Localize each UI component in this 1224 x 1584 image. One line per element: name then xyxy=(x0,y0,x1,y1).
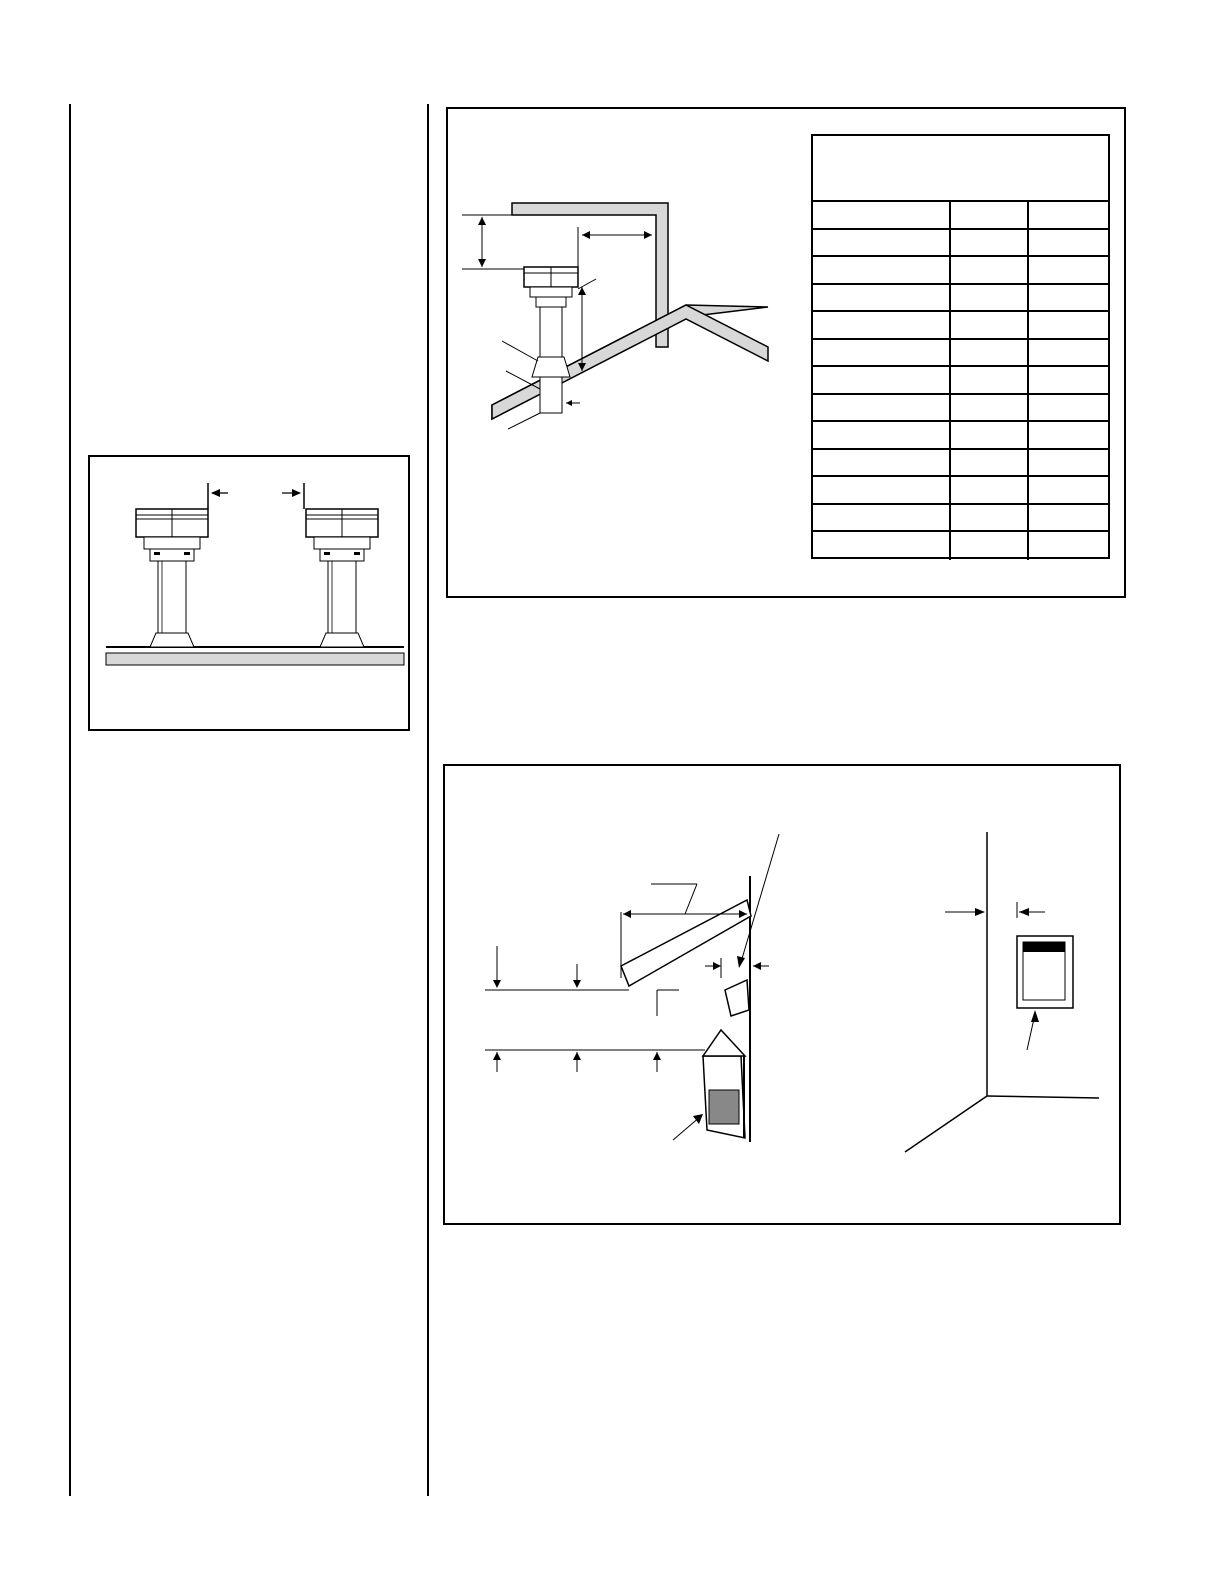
table-row xyxy=(813,257,1108,285)
wall-clearance-drawing xyxy=(445,766,1123,1227)
table-row xyxy=(813,312,1108,340)
table-row xyxy=(813,450,1108,478)
wall-clearance-figure xyxy=(443,764,1121,1225)
column-divider-rule xyxy=(427,104,429,1496)
table-row xyxy=(813,505,1108,533)
table-header-cell xyxy=(951,202,1029,228)
vent-spacing-drawing xyxy=(90,457,412,733)
table-row xyxy=(813,230,1108,258)
table-header-cell xyxy=(1029,202,1108,228)
table-row xyxy=(813,340,1108,368)
clearance-table-header xyxy=(813,136,1108,202)
table-header-cell xyxy=(813,202,951,228)
table-row xyxy=(813,285,1108,313)
vent-cap-left xyxy=(136,509,208,647)
table-row xyxy=(813,422,1108,450)
table-row xyxy=(813,395,1108,423)
roof-vent-figure xyxy=(446,107,1126,598)
vent-spacing-figure xyxy=(88,455,410,731)
clearance-table xyxy=(811,134,1110,559)
table-row xyxy=(813,367,1108,395)
table-row xyxy=(813,532,1108,560)
vent-cap-right xyxy=(306,509,378,647)
left-margin-rule xyxy=(69,104,71,1496)
table-column-headers xyxy=(813,202,1108,230)
table-row xyxy=(813,477,1108,505)
